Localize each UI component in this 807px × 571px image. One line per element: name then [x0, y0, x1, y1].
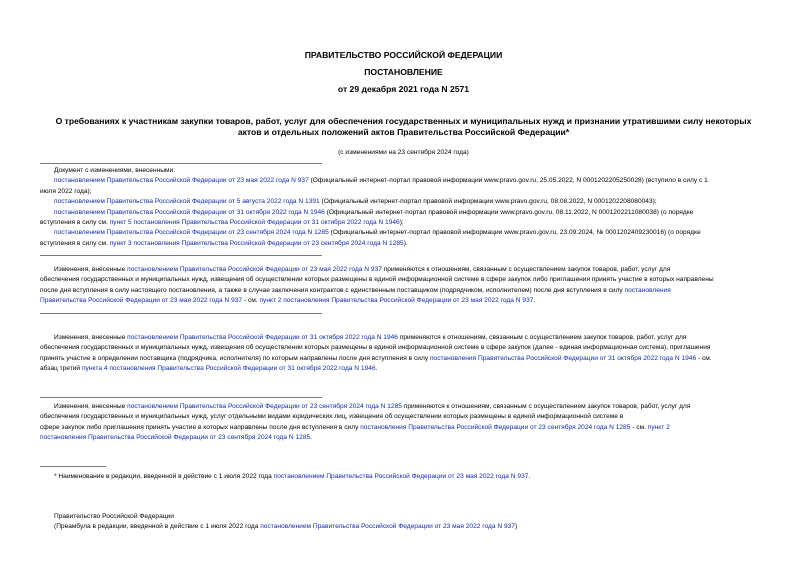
change-4-order-link[interactable]: пункт 3 постановления Правительства Российской Федерации от 23 сентября 2024 года N 1285 [109, 239, 404, 247]
preamble-author: Правительство Российской Федерации [54, 513, 174, 520]
revision-note: (с изменениями на 23 сентября 2024 года) [338, 149, 469, 156]
notice-1946-link[interactable]: постановлением Правительства Российской Федерации от 31 октября 2022 года N 1946 [127, 334, 398, 341]
footnote-link[interactable]: постановлением Правительства Российской Федерации от 23 мая 2022 года N 937 [273, 473, 529, 480]
change-entry-2: постановлением Правительства Российской Федерации от 5 августа 2022 года N 1391 (Официальный интернет-портал правовой информации www.pravo.gov.ru, 08.08.2022, N 0001202208080043); [54, 198, 657, 206]
change-entry-4-cont: вступления в силу см. пункт 3 постановления Правительства Российской Федерации от 23 сентября 2024 года N 1285). [40, 239, 408, 247]
footnote: * Наименование в редакции, введенной в действие с 1 июля 2022 года постановлением Правительства Российской Федерации от 23 мая 2022 года N 937. [54, 473, 531, 480]
notice-1946: Изменения, внесенные постановлением Правительства Российской Федерации от 31 октября 2022 года N 1946 применяются к отношениям, связанным с осуществлением закупок товаров, работ, услуг для обеспечения государственных и муниципальных нужд, извещения об осуществлении которых размещены в единой информационной системе в сфере закупок (далее - единая информационная система), приглашения принять участие в определении поставщика (подрядчика, исполнителя) по которым направлены после дня вступления в силу постановления Правительства Российской Федерации от 31 октября 2022 года N 1946 - см. абзац третий пункта 4 постановления Правительства Российской Федерации от 31 октября 2022 года N 1946. [40, 334, 712, 373]
notice-1946-resolution-link[interactable]: постановления Правительства Российской Федерации от 31 октября 2022 года N 1946 [429, 354, 697, 362]
document-title [40, 116, 767, 138]
change-entry-1-cont: июля 2022 года); [40, 187, 92, 195]
government-heading: ПРАВИТЕЛЬСТВО РОССИЙСКОЙ ФЕДЕРАЦИИ [304, 50, 503, 60]
document-date-number: от 29 декабря 2021 года N 2571 [337, 84, 470, 94]
title-line-2: актов и отдельных положений актов Правительства Российской Федерации* [237, 127, 570, 137]
change-3-order-link[interactable]: пункт 5 постановления Правительства Российской Федерации от 31 октября 2022 года N 1946 [109, 219, 400, 227]
notice-1946-point-link[interactable]: пункта 4 постановления Правительства Российской Федерации от 31 октября 2022 года N 1946 [81, 365, 376, 373]
changes-block [40, 166, 767, 249]
change-entry-4: постановлением Правительства Российской Федерации от 23 сентября 2024 года N 1285 (Официальный интернет-портал правовой информации www.pravo.gov.ru, 23.09.2024, № 0001202409230016) (о порядке [54, 229, 701, 237]
notice-1285-point-link-cont[interactable]: постановления Правительства Российской Федерации от 23 сентября 2024 года N 1285 [40, 434, 311, 442]
preamble-link[interactable]: постановлением Правительства Российской Федерации от 23 мая 2022 года N 937 [260, 523, 515, 531]
change-4-link[interactable]: постановлением Правительства Российской Федерации от 23 сентября 2024 года N 1285 [54, 229, 329, 237]
notice-1285: Изменения, внесенные постановлением Правительства Российской Федерации от 23 сентября 2024 года N 1285 применяются к отношениям, связанным с осуществлением закупок товаров, работ, услуг для обеспечения государственных и муниципальных нужд, услуг отдельными видами юридических лиц, извещения об осуществлении которых размещены в единой информационной системе в сфере закупок либо приглашения принять участие в которых направлены после дня вступления в силу постановления Правительства Российской Федерации от 23 сентября 2024 года N 1285 - см. пункт 2 постановления Правительства Российской Федерации от 23 сентября 2024 года N 1285. [40, 403, 691, 442]
notice-937-resolution-link-cont[interactable]: Правительства Российской Федерации от 23 мая 2022 года N 937 [40, 297, 243, 305]
notice-937: Изменения, внесенные постановлением Правительства Российской Федерации от 23 мая 2022 года N 937 применяются к отношениям, связанным с осуществлением закупок товаров, работ, услуг для обеспечения государственных и муниципальных нужд, извещения об осуществлении которых размещены в единой информационной системе в сфере закупок либо приглашения принять участие в которых направлены после дня вступления в силу настоящего постановления, а также в случае заключения контрактов с единственным поставщиком (подрядчиком, исполнителем) после дня вступления в силу постановления Правительства Российской Федерации от 23 мая 2022 года N 937 - см. пункт 2 постановления Правительства Российской Федерации от 23 мая 2022 года N 937. [40, 266, 714, 305]
notice-937-link[interactable]: постановлением Правительства Российской Федерации от 23 мая 2022 года N 937 [127, 266, 382, 273]
change-3-link[interactable]: постановлением Правительства Российской Федерации от 31 октября 2022 года N 1946 [54, 208, 325, 216]
change-2-link[interactable]: постановлением Правительства Российской Федерации от 5 августа 2022 года N 1391 [54, 198, 320, 206]
divider [40, 313, 322, 314]
document-type: ПОСТАНОВЛЕНИЕ [364, 67, 443, 77]
changes-intro: Документ с изменениями, внесенными: [54, 167, 176, 174]
change-entry-1: постановлением Правительства Российской Федерации от 23 мая 2022 года N 937 (Официальный интернет-портал правовой информации www.pravo.gov.ru, 25.05.2022, N 0001202205250028) (вступило в силу с 1 [54, 177, 708, 185]
change-1-link[interactable]: постановлением Правительства Российской Федерации от 23 мая 2022 года N 937 [54, 177, 309, 185]
change-entry-3: постановлением Правительства Российской Федерации от 31 октября 2022 года N 1946 (Официальный интернет-портал правовой информации www.pravo.gov.ru, 08.11.2022, N 0001202211080038) (о порядке [54, 208, 694, 216]
notice-937-point-link[interactable]: пункт 2 постановления Правительства Российской Федерации от 23 мая 2022 года N 937 [259, 297, 534, 305]
notice-1285-resolution-link[interactable]: постановления Правительства Российской Федерации от 23 сентября 2024 года N 1285 [360, 423, 631, 431]
change-entry-3-cont: вступления в силу см. пункт 5 постановления Правительства Российской Федерации от 31 октября 2022 года N 1946); [40, 219, 404, 227]
title-line-1: О требованиях к участникам закупки товаров, работ, услуг для обеспечения государственных и муниципальных нужд и признании утратившими силу некоторых [55, 116, 752, 126]
preamble: Правительство Российской Федерации (Преамбула в редакции, введенной в действие с 1 июля 2022 года постановлением Правительства Российской Федерации от 23 мая 2022 года N 937) [40, 512, 767, 533]
notice-937-resolution-link[interactable]: постановления [624, 286, 671, 294]
notice-1285-point-link[interactable]: пункт 2 [647, 423, 670, 431]
divider [40, 255, 322, 256]
divider [40, 397, 322, 398]
notice-1285-link[interactable]: постановлением Правительства Российской Федерации от 23 сентября 2024 года N 1285 [127, 403, 402, 410]
footnote-divider [40, 466, 106, 467]
divider [40, 163, 322, 164]
